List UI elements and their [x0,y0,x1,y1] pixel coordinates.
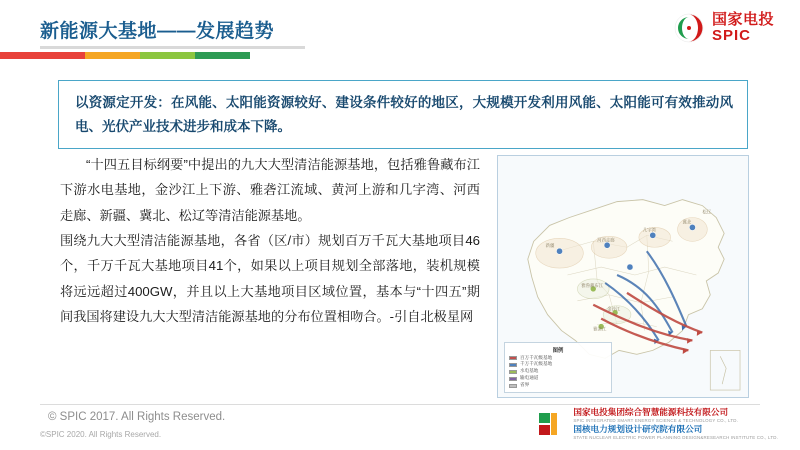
footer-org-text [573,407,778,440]
svg-text:几字湾: 几字湾 [642,228,656,234]
legend-swatch [509,363,517,367]
brand-logo-text [712,12,774,44]
legend-label: 水电基地 [520,368,539,374]
svg-text:金沙江: 金沙江 [607,307,621,313]
svg-text:冀北: 冀北 [682,220,692,226]
body-paragraph-1: “十四五目标纲要”中提出的九大大型清洁能源基地，包括雅鲁藏布江下游水电基地，金沙江上下游、雅砻江流域、黄河上游和几字湾、河西走廊、新疆、冀北、松辽等清洁能源基地。 [60,157,480,223]
page-title: 新能源大基地——发展趋势 [40,21,275,42]
callout-text: 以资源定开发：在风能、太阳能资源较好、建设条件较好的地区，大规模开发利用风能、太阳能可有效推动风电、光伏产业技术进步和成本下降。 [75,95,733,134]
map-legend-title: 图例 [552,347,564,354]
slide-header [0,0,800,56]
legend-swatch [509,377,517,381]
accent-segment-lightgreen [140,52,195,59]
svg-text:雅鲁藏布江: 雅鲁藏布江 [581,283,604,289]
svg-text:雅砻江: 雅砻江 [593,327,607,333]
accent-segment-green [195,52,250,59]
spic-logo-icon [674,13,704,43]
highlight-callout [58,80,748,149]
footer-org1-en: SPIC INTEGRATED SMART ENERGY SCIENCE & TECHNOLOGY CO., LTD. [573,418,739,423]
footer-org-logos [538,407,778,440]
footer-org2-cn: 国核电力规划设计研究院有限公司 [573,423,703,434]
legend-label: 百万千瓦级基地 [520,354,553,360]
legend-swatch [509,356,517,360]
legend-label: 输电通道 [520,375,539,381]
accent-color-bar [0,52,250,59]
body-text-column [60,152,480,329]
map-legend [504,342,612,393]
footer-divider [40,404,760,405]
legend-swatch [509,384,517,388]
footer-logo-icon [538,410,566,438]
china-energy-base-map [497,155,749,398]
brand-logo [674,12,774,44]
footer-org2-en: STATE NUCLEAR ELECTRIC POWER PLANNING DESIGN&RESEARCH INSTITUTE CO., LTD. [573,434,778,440]
svg-text:松辽: 松辽 [702,210,712,216]
legend-item [509,382,607,389]
body-paragraph-2: 围绕九大大型清洁能源基地，各省（区/市）规划百万千瓦大基地项目46个，千万千瓦大基地项目41个，如果以上项目规划全部落地，装机规模将远远超过400GW，并且以上大基地项目区域位置，基本与“十四五”期间我国将建设九大大型清洁能源基地的分布位置相吻合。-引自北极星网 [60,233,480,325]
title-divider [40,46,305,49]
svg-text:河西走廊: 河西走廊 [597,238,615,244]
brand-name-cn: 国家电投 [711,11,774,28]
copyright-main: © SPIC 2017. All Rights Reserved. [48,411,226,423]
accent-segment-orange [85,52,140,59]
footer-org1-cn: 国家电投集团综合智慧能源科技有限公司 [573,407,729,417]
copyright-sub: ©SPIC 2020. All Rights Reserved. [40,430,162,439]
accent-segment-red [0,52,85,59]
legend-swatch [509,370,517,374]
brand-name-en: SPIC [711,26,751,44]
svg-text:新疆: 新疆 [545,244,555,250]
legend-label: 千万千瓦级基地 [520,361,553,367]
legend-label: 省界 [520,382,530,388]
